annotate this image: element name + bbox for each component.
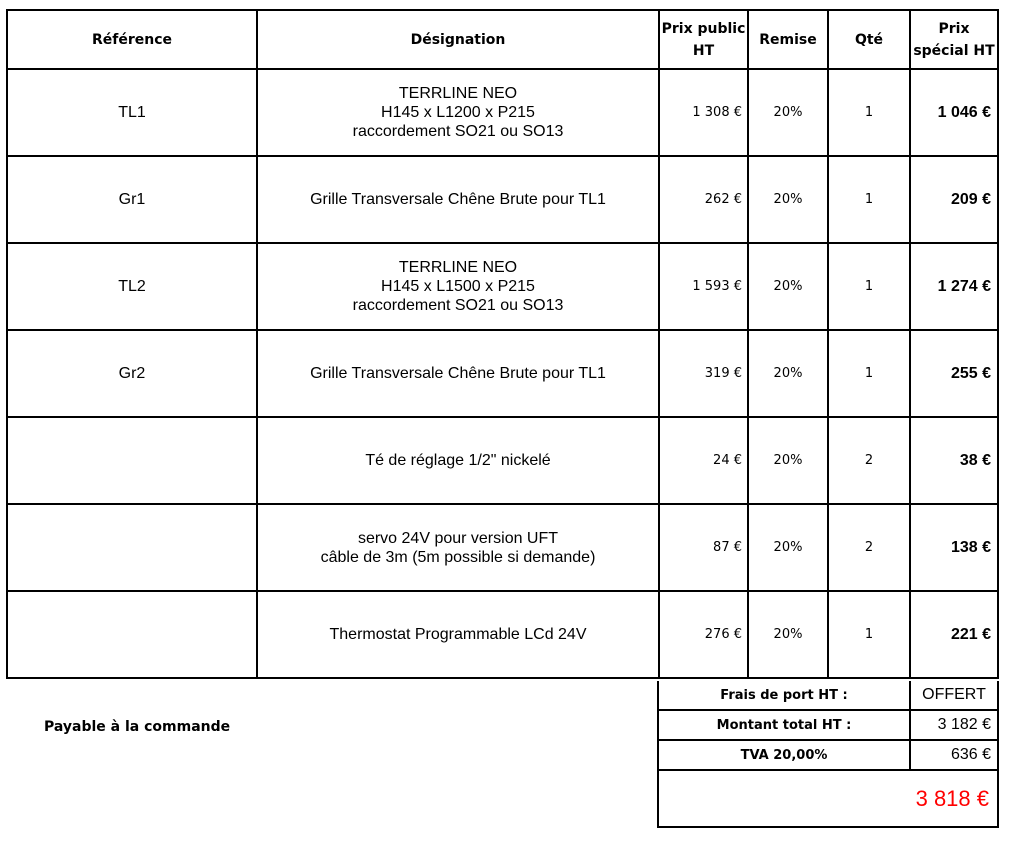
- cell-reference: TL2: [7, 243, 257, 330]
- cell-prix-special: 38 €: [910, 417, 998, 504]
- cell-reference: Gr2: [7, 330, 257, 417]
- designation-line: Thermostat Programmable LCd 24V: [329, 626, 587, 643]
- cell-designation: [257, 243, 659, 330]
- header-prix-special-line2: spécial HT: [913, 42, 995, 59]
- header-reference: Référence: [7, 10, 257, 69]
- cell-prix-special: 209 €: [910, 156, 998, 243]
- designation-line: H145 x L1500 x P215: [381, 278, 535, 295]
- designation-line: servo 24V pour version UFT: [357, 529, 559, 547]
- tva-label: TVA 20,00%: [658, 740, 910, 770]
- cell-reference: Gr1: [7, 156, 257, 243]
- totals-table: [657, 681, 999, 828]
- montant-total-label: Montant total HT :: [658, 710, 910, 740]
- header-prix-public: [659, 10, 748, 69]
- cell-designation: [257, 156, 659, 243]
- table-row: [7, 69, 998, 156]
- cell-remise: 20%: [748, 591, 828, 678]
- cell-qte: 1: [828, 243, 910, 330]
- table-row: [7, 591, 998, 678]
- totals-row-frais-port: [658, 681, 998, 710]
- header-prix-public-line2: HT: [692, 42, 715, 59]
- header-prix-public-line1: Prix public: [661, 20, 746, 37]
- header-remise: Remise: [748, 10, 828, 69]
- cell-qte: 2: [828, 417, 910, 504]
- header-prix-special-line1: Prix: [938, 20, 970, 37]
- designation-line: raccordement SO21 ou SO13: [352, 297, 564, 314]
- table-row: [7, 504, 998, 591]
- designation-line: Grille Transversale Chêne Brute pour TL1: [310, 365, 606, 382]
- designation-line: Té de réglage 1/2" nickelé: [365, 452, 551, 469]
- cell-remise: 20%: [748, 243, 828, 330]
- cell-designation: [257, 417, 659, 504]
- cell-reference: [7, 504, 257, 591]
- cell-prix-special: 1 274 €: [910, 243, 998, 330]
- cell-prix-public: 319 €: [659, 330, 748, 417]
- table-row: [7, 156, 998, 243]
- header-qte: Qté: [828, 10, 910, 69]
- cell-prix-public: 24 €: [659, 417, 748, 504]
- montant-total-value: 3 182 €: [910, 710, 998, 740]
- cell-remise: 20%: [748, 330, 828, 417]
- totals-row-tva: [658, 740, 998, 770]
- cell-prix-public: 276 €: [659, 591, 748, 678]
- cell-reference: TL1: [7, 69, 257, 156]
- header-row: [7, 10, 998, 69]
- cell-remise: 20%: [748, 69, 828, 156]
- designation-line: H145 x L1200 x P215: [381, 104, 535, 121]
- cell-remise: 20%: [748, 156, 828, 243]
- cell-prix-public: 87 €: [659, 504, 748, 591]
- totals-row-montant-total: [658, 710, 998, 740]
- cell-qte: 1: [828, 330, 910, 417]
- cell-prix-public: 262 €: [659, 156, 748, 243]
- cell-prix-special: 221 €: [910, 591, 998, 678]
- cell-remise: 20%: [748, 504, 828, 591]
- cell-remise: 20%: [748, 417, 828, 504]
- cell-designation: [257, 330, 659, 417]
- designation-line: TERRLINE NEO: [398, 85, 518, 102]
- cell-qte: 2: [828, 504, 910, 591]
- designation-line: Grille Transversale Chêne Brute pour TL1: [310, 191, 606, 208]
- tva-value: 636 €: [910, 740, 998, 770]
- total-ttc-value: 3 818 €: [658, 770, 998, 827]
- cell-designation: [257, 504, 659, 591]
- table-row: [7, 417, 998, 504]
- cell-reference: [7, 591, 257, 678]
- table-row: [7, 330, 998, 417]
- header-designation: Désignation: [257, 10, 659, 69]
- designation-line: TERRLINE NEO: [398, 259, 518, 276]
- cell-qte: 1: [828, 156, 910, 243]
- designation-line: câble de 3m (5m possible si demande): [320, 548, 596, 566]
- totals-row-ttc: [658, 770, 998, 827]
- frais-port-label: Frais de port HT :: [658, 681, 910, 710]
- cell-prix-public: 1 308 €: [659, 69, 748, 156]
- cell-qte: 1: [828, 69, 910, 156]
- cell-reference: [7, 417, 257, 504]
- cell-designation: [257, 591, 659, 678]
- designation-line: raccordement SO21 ou SO13: [352, 123, 564, 140]
- quote-table: [6, 9, 999, 679]
- header-prix-special: [910, 10, 998, 69]
- frais-port-value: OFFERT: [910, 681, 998, 710]
- cell-prix-special: 138 €: [910, 504, 998, 591]
- table-row: [7, 243, 998, 330]
- payable-note: Payable à la commande: [44, 719, 231, 735]
- cell-prix-public: 1 593 €: [659, 243, 748, 330]
- cell-designation: [257, 69, 659, 156]
- cell-prix-special: 255 €: [910, 330, 998, 417]
- cell-prix-special: 1 046 €: [910, 69, 998, 156]
- cell-qte: 1: [828, 591, 910, 678]
